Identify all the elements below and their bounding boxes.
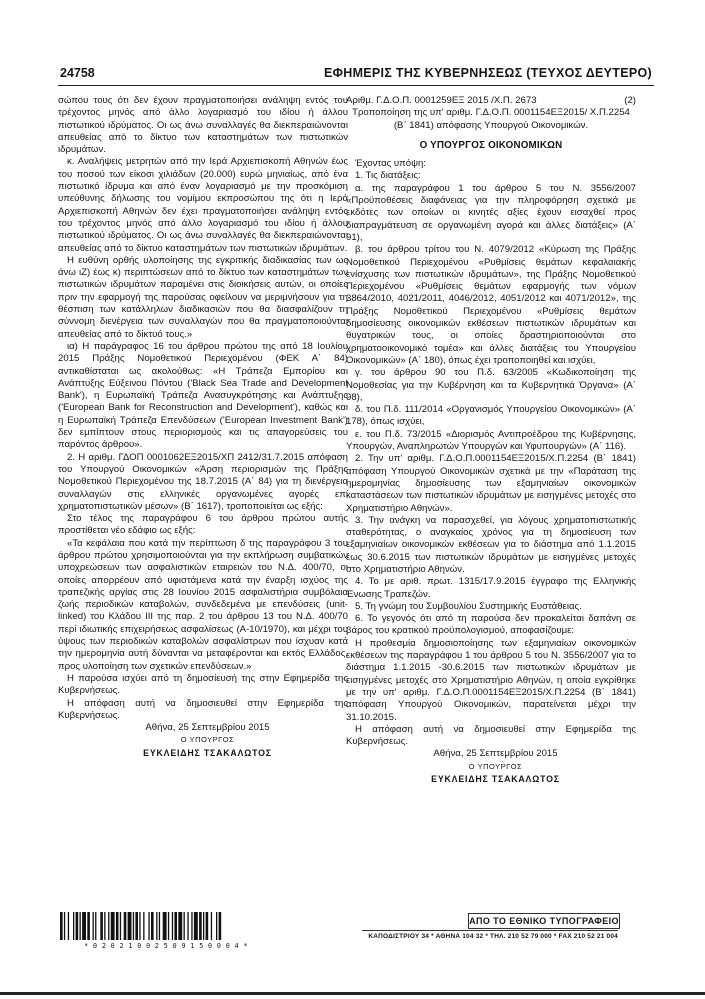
- barcode-bar: [73, 912, 74, 940]
- barcode-bar: [148, 912, 149, 940]
- left-column: [58, 95, 348, 759]
- right-column: [346, 95, 636, 785]
- right-paragraph: 3. Την ανάγκη να παρασχεθεί, για λόγους χρηματοπιστωτικής σταθερότητας, ο αναγκαίος χρόνος για τη δημοσίευση των εξαμηνιαίων οικονομικών εκθέσεων για το διάστημα από 1.1.2015 έως 30.6.2015 των πιστωτικών ιδρυμάτων με εισηγμένες μετοχές στο Χρηματιστήριο Αθηνών.: [346, 514, 636, 575]
- right-signature-title: Ο ΥΠΟΥΡΓΟΣ: [468, 761, 523, 771]
- barcode-bar: [216, 912, 217, 940]
- page-header: [60, 66, 652, 84]
- barcode-bar: [139, 912, 140, 940]
- barcode-image: [60, 912, 272, 940]
- page-bottom-rule: [0, 992, 705, 995]
- barcode-bar: [100, 912, 103, 940]
- left-date: Αθήνα, 25 Σεπτεμβρίου 2015: [145, 722, 270, 734]
- barcode-bar: [82, 912, 86, 940]
- printing-office-address: ΚΑΠΟΔΙΣΤΡΙΟΥ 34 * ΑΘΗΝΑ 104 32 * ΤΗΛ. 210 52 79 000 * FAX 210 52 21 004: [368, 933, 618, 940]
- left-signature-title: Ο ΥΠΟΥΡΓΟΣ: [180, 735, 235, 745]
- right-paragraph: Η απόφαση αυτή να δημοσιευθεί στην Εφημερίδα της Κυβερνήσεως.: [346, 723, 636, 748]
- barcode-bar: [219, 912, 222, 940]
- barcode-bar: [187, 912, 188, 940]
- right-date: Αθήνα, 25 Σεπτεμβρίου 2015: [433, 748, 558, 760]
- right-paragraph: Η προθεσμία δημοσιοποίησης των εξαμηνιαίων οικονομικών εκθέσεων της παραγράφου 1 του άρθρου 5 του Ν. 3556/2007 για το διάστημα 1.1.2015 -30.6.2015 των πιστωτικών ιδρυμάτων με εισηγμένες μετοχές στο Χρηματιστήριο Αθηνών, η οποία εγκρίθηκε με την υπ' αριθμ. Γ.Δ.Ο.Π.0001154ΕΞ2015/Χ.Π.2254 (Β΄ 1841) απόφαση Υπουργού Οικονομικών, παρατείνεται μέχρι την 31.10.2015.: [346, 637, 636, 723]
- barcode-bar: [163, 912, 167, 940]
- barcode-bar: [174, 912, 177, 940]
- barcode-number: * 0 2 0 2 1 0 0 2 5 0 9 1 5 0 0 0 4 *: [84, 942, 248, 950]
- left-paragraph: Η απόφαση αυτή να δημοσιευθεί στην Εφημερίδα της Κυβερνήσεως.: [58, 697, 348, 721]
- right-paragraph: 4. Το με αριθ. πρωτ. 1315/17.9.2015 έγγραφο της Ελληνικής Ένωσης Τραπεζών.: [346, 576, 636, 600]
- barcode-bar: [151, 912, 154, 940]
- ministry-heading: Ο ΥΠΟΥΡΓΟΣ ΟΙΚΟΝΟΜΙΚΩΝ: [419, 139, 563, 151]
- barcode-bar: [156, 912, 157, 940]
- barcode-bar: [120, 912, 121, 940]
- decision-subject: Τροποποίηση της υπ' αριθμ. Γ.Δ.Ο.Π. 0001154ΕΞ2015/ Χ.Π.2254 (Β΄ 1841) απόφασης Υπουργού Οικονομικών.: [352, 107, 630, 131]
- right-paragraph: Έχοντας υπόψη:: [355, 158, 426, 170]
- barcode-bar: [104, 912, 105, 940]
- right-paragraph: β. του άρθρου τρίτου του Ν. 4079/2012 «Κύρωση της Πράξης Νομοθετικού Περιεχομένου «Ρυθμίσεις θεμάτων κεφαλαιακής ενίσχυσης των πιστωτικών ιδρυμάτων», της Πράξης Νομοθετικού Περιεχομένου «Ρυθμίσεις θεμάτων εφαρμογής των νόμων 3864/2010, 4021/2011, 4046/2012, 4051/2012 και 4071/2012», της Πράξης Νομοθετικού Περιεχομένου «Ρυθμίσεις θεμάτων δημοσίευσης οικονομικών εκθέσεων πιστωτικών ιδρυμάτων και θυγατρικών τους, οι οποίες δραστηριοποιούνται στο χρηματοοικονομικό τομέα» και άλλες διατάξεις του Υπουργείου Οικονομικών» (Α΄ 180), όπως έχει τροποποιηθεί και ισχύει,: [346, 244, 636, 366]
- left-paragraph: κ. Αναλήψεις μετρητών από την Ιερά Αρχιεπισκοπή Αθηνών έως του ποσού των είκοσι χιλιάδων (20.000) ευρώ μηνιαίως, από ένα πιστωτικό ίδρυμα και από έναν λογαριασμό με την προσκόμιση υπεύθυνης δήλωσης του νομίμου εκπροσώπου της ότι η Ιερά Αρχιεπισκοπή Αθηνών δεν έχει πραγματοποιήσει ανάληψη εντός του τρέχοντος μηνός από άλλο λογαριασμό του ιδίου ή άλλου πιστωτικού ιδρύματος. Οι ως άνω συναλλαγές θα διεκπεραιώνονται απευθείας από το δίκτυο καταστημάτων των πιστωτικών ιδρυμάτων.: [58, 156, 348, 254]
- left-paragraph: σώπου τους ότι δεν έχουν πραγματοποιήσει ανάληψη εντός του τρέχοντος μηνός από άλλο λογαριασμό του ιδίου ή άλλου πιστωτικού ιδρύματος. Οι ως άνω συναλλαγές θα διεκπεραιώνονται απευθείας από το δίκτυο των καταστημάτων των πιστωτικών ιδρυμάτων.: [58, 95, 348, 156]
- right-paragraph: 5. Τη γνώμη του Συμβουλίου Συστημικής Ευστάθειας.: [355, 600, 582, 612]
- barcode-bar: [211, 912, 212, 940]
- printing-office-rule: [362, 930, 618, 931]
- barcode-bar: [159, 912, 160, 940]
- barcode-bar: [60, 912, 63, 940]
- barcode-bar: [124, 912, 127, 940]
- decision-number-line: [346, 95, 636, 107]
- barcode-bar: [206, 912, 209, 940]
- decision-sequence: (2): [624, 95, 636, 106]
- barcode-bar: [135, 912, 138, 940]
- barcode-bar: [191, 912, 192, 940]
- left-paragraph: «Τα κεφάλαια που κατά την περίπτωση δ της παραγράφου 3 του άρθρου πρώτου χρησιμοποιούνται για την εκπλήρωση συμβατικών υποχρεώσεων των ασφαλιστικών εταιρειών του Ν.Δ. 400/70, οι οποίες απορρέουν από υφιστάμενα κατά την έναρξη ισχύος της τραπεζικής αργίας στις 28 Ιουνίου 2015 ασφαλιστήρια συμβόλαια ζωής περιοδικών καταβολών, συνδεδεμένα με επενδύσεις (unit-linked) του Κλάδου ΙΙΙ της παρ. 2 του άρθρου 13 του Ν.Δ. 400/70 περί ιδιωτικής επιχειρήσεως ασφαλίσεως (Α-10/1970), και μέχρι του ύψους των περιοδικών καταβολών ασφαλίστρων που ίσχυαν κατά την ημερομηνία αυτή δύνανται να μεταφέρονται και εκτός Ελλάδος, προς υλοποίηση των σχετικών επενδύσεων.»: [58, 537, 348, 672]
- barcode-bar: [143, 912, 144, 940]
- barcode-bar: [178, 912, 182, 940]
- gazette-title: ΕΦΗΜΕΡΙΣ ΤΗΣ ΚΥΒΕΡΝΗΣΕΩΣ (ΤΕΥΧΟΣ ΔΕΥΤΕΡΟ): [324, 66, 652, 80]
- barcode-bar: [68, 912, 69, 940]
- barcode-bar: [80, 912, 81, 940]
- right-paragraph: δ. του Π.δ. 111/2014 «Οργανισμός Υπουργείου Οικονομικών» (Α΄ 178), όπως ισχύει,: [346, 404, 636, 428]
- barcode-bar: [93, 912, 94, 940]
- barcode-bar: [64, 912, 65, 940]
- barcode-bar: [116, 912, 119, 940]
- left-paragraph: Η ευθύνη ορθής υλοποίησης της εγκριτικής διαδικασίας των ως άνω ιΖ) έως κ) περιπτώσεων από το δίκτυο των καταστημάτων των πιστωτικών ιδρυμάτων παραμένει στις διοικήσεις αυτών, οι οποίες πριν την εφαρμογή της παρούσας οφείλουν να μεριμνήσουν για τη θέσπιση των κατάλληλων διαδικασιών που θα διασφαλίζουν τη σύννομη διενέργεια των συναλλαγών που θα πραγματοποιούνται απευθείας από το δίκτυό τους.»: [58, 254, 348, 340]
- barcode-bar: [168, 912, 169, 940]
- barcode-bar: [203, 912, 204, 940]
- barcode-bar: [199, 912, 202, 940]
- right-paragraph: γ. του άρθρου 90 του Π.δ. 63/2005 «Κωδικοποίηση της Νομοθεσίας για την Κυβέρνηση και τα Κυβερνητικά Όργανα» (Α΄ 98),: [346, 367, 636, 403]
- right-paragraph: 1. Τις διατάξεις:: [355, 170, 421, 182]
- left-paragraph: ια) Η παράγραφος 16 του άρθρου πρώτου της από 18 Ιουλίου 2015 Πράξης Νομοθετικού Περιεχομένου (ΦΕΚ Α΄ 84) αντικαθίσταται ως ακολούθως: «Η Τράπεζα Εμπορίου και Ανάπτυξης Εύξεινου Πόντου ('Black Sea Trade and Development Bank'), η Ευρωπαϊκή Τράπεζα Ανασυγκρότησης και Ανάπτυξης ('European Bank for Reconstruction and Development'), καθώς και η Ευρωπαϊκή Τράπεζα Επενδύσεων ('European Investment Bank') δεν εμπίπτουν στους περιορισμούς και τις απαγορεύσεις του παρόντος άρθρου».: [58, 340, 348, 451]
- left-paragraph: 2. Η αριθμ. ΓΔΟΠ 0001062ΕΞ2015/ΧΠ 2412/31.7.2015 απόφαση του Υπουργού Οικονομικών «Άρση περιορισμών της Πράξης Νομοθετικού Περιεχομένου της 18.7.2015 (Α΄ 84) για τη διενέργεια συναλλαγών στις ελληνικές οργανωμένες αγορές επί χρηματοπιστωτικών μέσων» (Β΄ 1617), τροποποιείται ως εξής:: [58, 451, 348, 512]
- left-paragraph: Η παρούσα ισχύει από τη δημοσίευσή της στην Εφημερίδα της Κυβερνήσεως.: [58, 672, 348, 697]
- right-paragraph: ε. του Π.δ. 73/2015 «Διορισμός Αντιπροέδρου της Κυβέρνησης, Υπουργών, Αναπληρωτών Υπουργών και Υφυπουργών» (Α΄ 116).: [346, 428, 636, 453]
- decision-number: Αριθμ. Γ.Δ.Ο.Π. 0001259ΕΞ 2015 /Χ.Π. 2673: [346, 95, 537, 106]
- barcode-bar: [108, 912, 109, 940]
- right-paragraph: 6. Το γεγονός ότι από τη παρούσα δεν προκαλείται δαπάνη σε βάρος του κρατικού προϋπολογισμού, αποφασίζουμε:: [346, 613, 636, 637]
- barcode-bar: [194, 912, 198, 940]
- barcode-bar: [95, 912, 96, 940]
- page-number: 24758: [60, 66, 95, 80]
- right-paragraph: α. της παραγράφου 1 του άρθρου 5 του Ν. 3556/2007 «Προϋποθέσεις διαφάνειας για την πληροφόρηση σχετικά με εκδότες των οποίων οι κινητές αξίες έχουν εισαχθεί προς διαπραγμάτευση σε οργανωμένη αγορά και άλλες διατάξεις» (Α΄ 91),: [346, 182, 636, 243]
- left-paragraph: Στο τέλος της παραγράφου 6 του άρθρου πρώτου αυτής προστίθεται νέο εδάφιο ως εξής:: [58, 513, 348, 537]
- header-rule: [58, 85, 654, 86]
- barcode-bar: [87, 912, 90, 940]
- barcode-bar: [172, 912, 173, 940]
- left-signature-name: ΕΥΚΛΕΙΔΗΣ ΤΣΑΚΑΛΩΤΟΣ: [143, 747, 272, 758]
- barcode-bar: [184, 912, 185, 940]
- barcode-bar: [76, 912, 79, 940]
- barcode-bar: [133, 912, 134, 940]
- printing-office-label: ΑΠΟ ΤΟ ΕΘΝΙΚΟ ΤΥΠΟΓΡΑΦΕΙΟ: [468, 913, 620, 929]
- barcode-bar: [128, 912, 132, 940]
- right-signature-name: ΕΥΚΛΕΙΔΗΣ ΤΣΑΚΑΛΩΤΟΣ: [431, 774, 560, 785]
- barcode-bar: [111, 912, 115, 940]
- right-paragraph: 2. Την υπ' αριθμ. Γ.Δ.Ο.Π.0001154ΕΞ2015/Χ.Π.2254 (Β΄ 1841) απόφαση Υπουργού Οικονομικών σχετικά με την «Παράταση της ημερομηνίας δημοσίευσης των εξαμηνιαίων οικονομικών καταστάσεων των πιστωτικών ιδρυμάτων με εισηγμένες μετοχές στο Χρηματιστήριο Αθηνών».: [346, 453, 636, 514]
